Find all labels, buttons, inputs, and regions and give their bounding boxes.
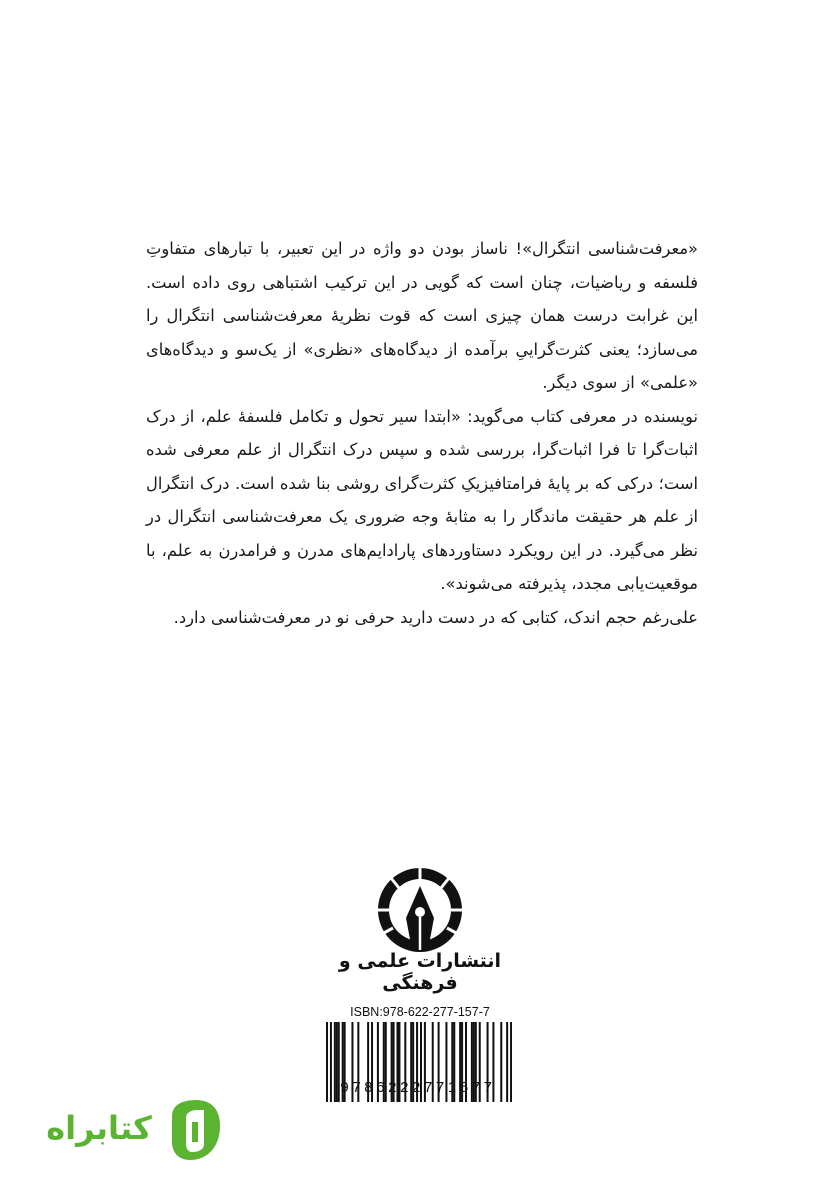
blurb-paragraph-2: نویسنده در معرفی کتاب می‌گوید: «ابتدا سیر تحول و تکامل فلسفهٔ علم، از درک اثبات‌گرا تا فرا اثبات‌گرا، بررسی شده و سپس درک انتگرال از علم معرفی شده است؛ درکی که بر پایهٔ فرامتافیزیکِ کثرت‌گرای روشی بنا شده است. درک انتگرال از علم هر حقیقت ماندگار را به مثابهٔ وجه ضروری یک معرفت‌شناسی انتگرال در نظر می‌گیرد. در این رویکرد دستاوردهای پارادایم‌های مدرن و فرامدرن به علم، با موقعیت‌یابی مجدد، پذیرفته می‌شوند».: [146, 406, 698, 593]
back-cover-blurb: [146, 232, 698, 634]
publisher-name: انتشارات علمی و فرهنگی: [338, 950, 502, 994]
blurb-paragraph-1: «معرفت‌شناسی انتگرال»! ناساز بودن دو واژه در این تعبیر، با تبارهای متفاوتِ فلسفه و ریاضیات، چنان است که گویی در این ترکیب اشتباهی روی داده است. این غرابت درست همان چیزی است که قوت نظریهٔ معرفت‌شناسی انتگرال را می‌سازد؛ یعنی کثرت‌گراییِ برآمده از دیدگاه‌های «نظری» از یک‌سو و دیدگاه‌های «علمی» از سوی دیگر.: [146, 239, 698, 392]
blurb-paragraph-3: علی‌رغم حجم اندک، کتابی که در دست دارید حرفی نو در معرفت‌شناسی دارد.: [173, 607, 698, 627]
barcode-digits: 9786222771577: [340, 1079, 496, 1096]
isbn-label: ISBN:978-622-277-157-7: [350, 1005, 490, 1019]
badge-wordmark: کتابراه: [46, 1109, 152, 1147]
